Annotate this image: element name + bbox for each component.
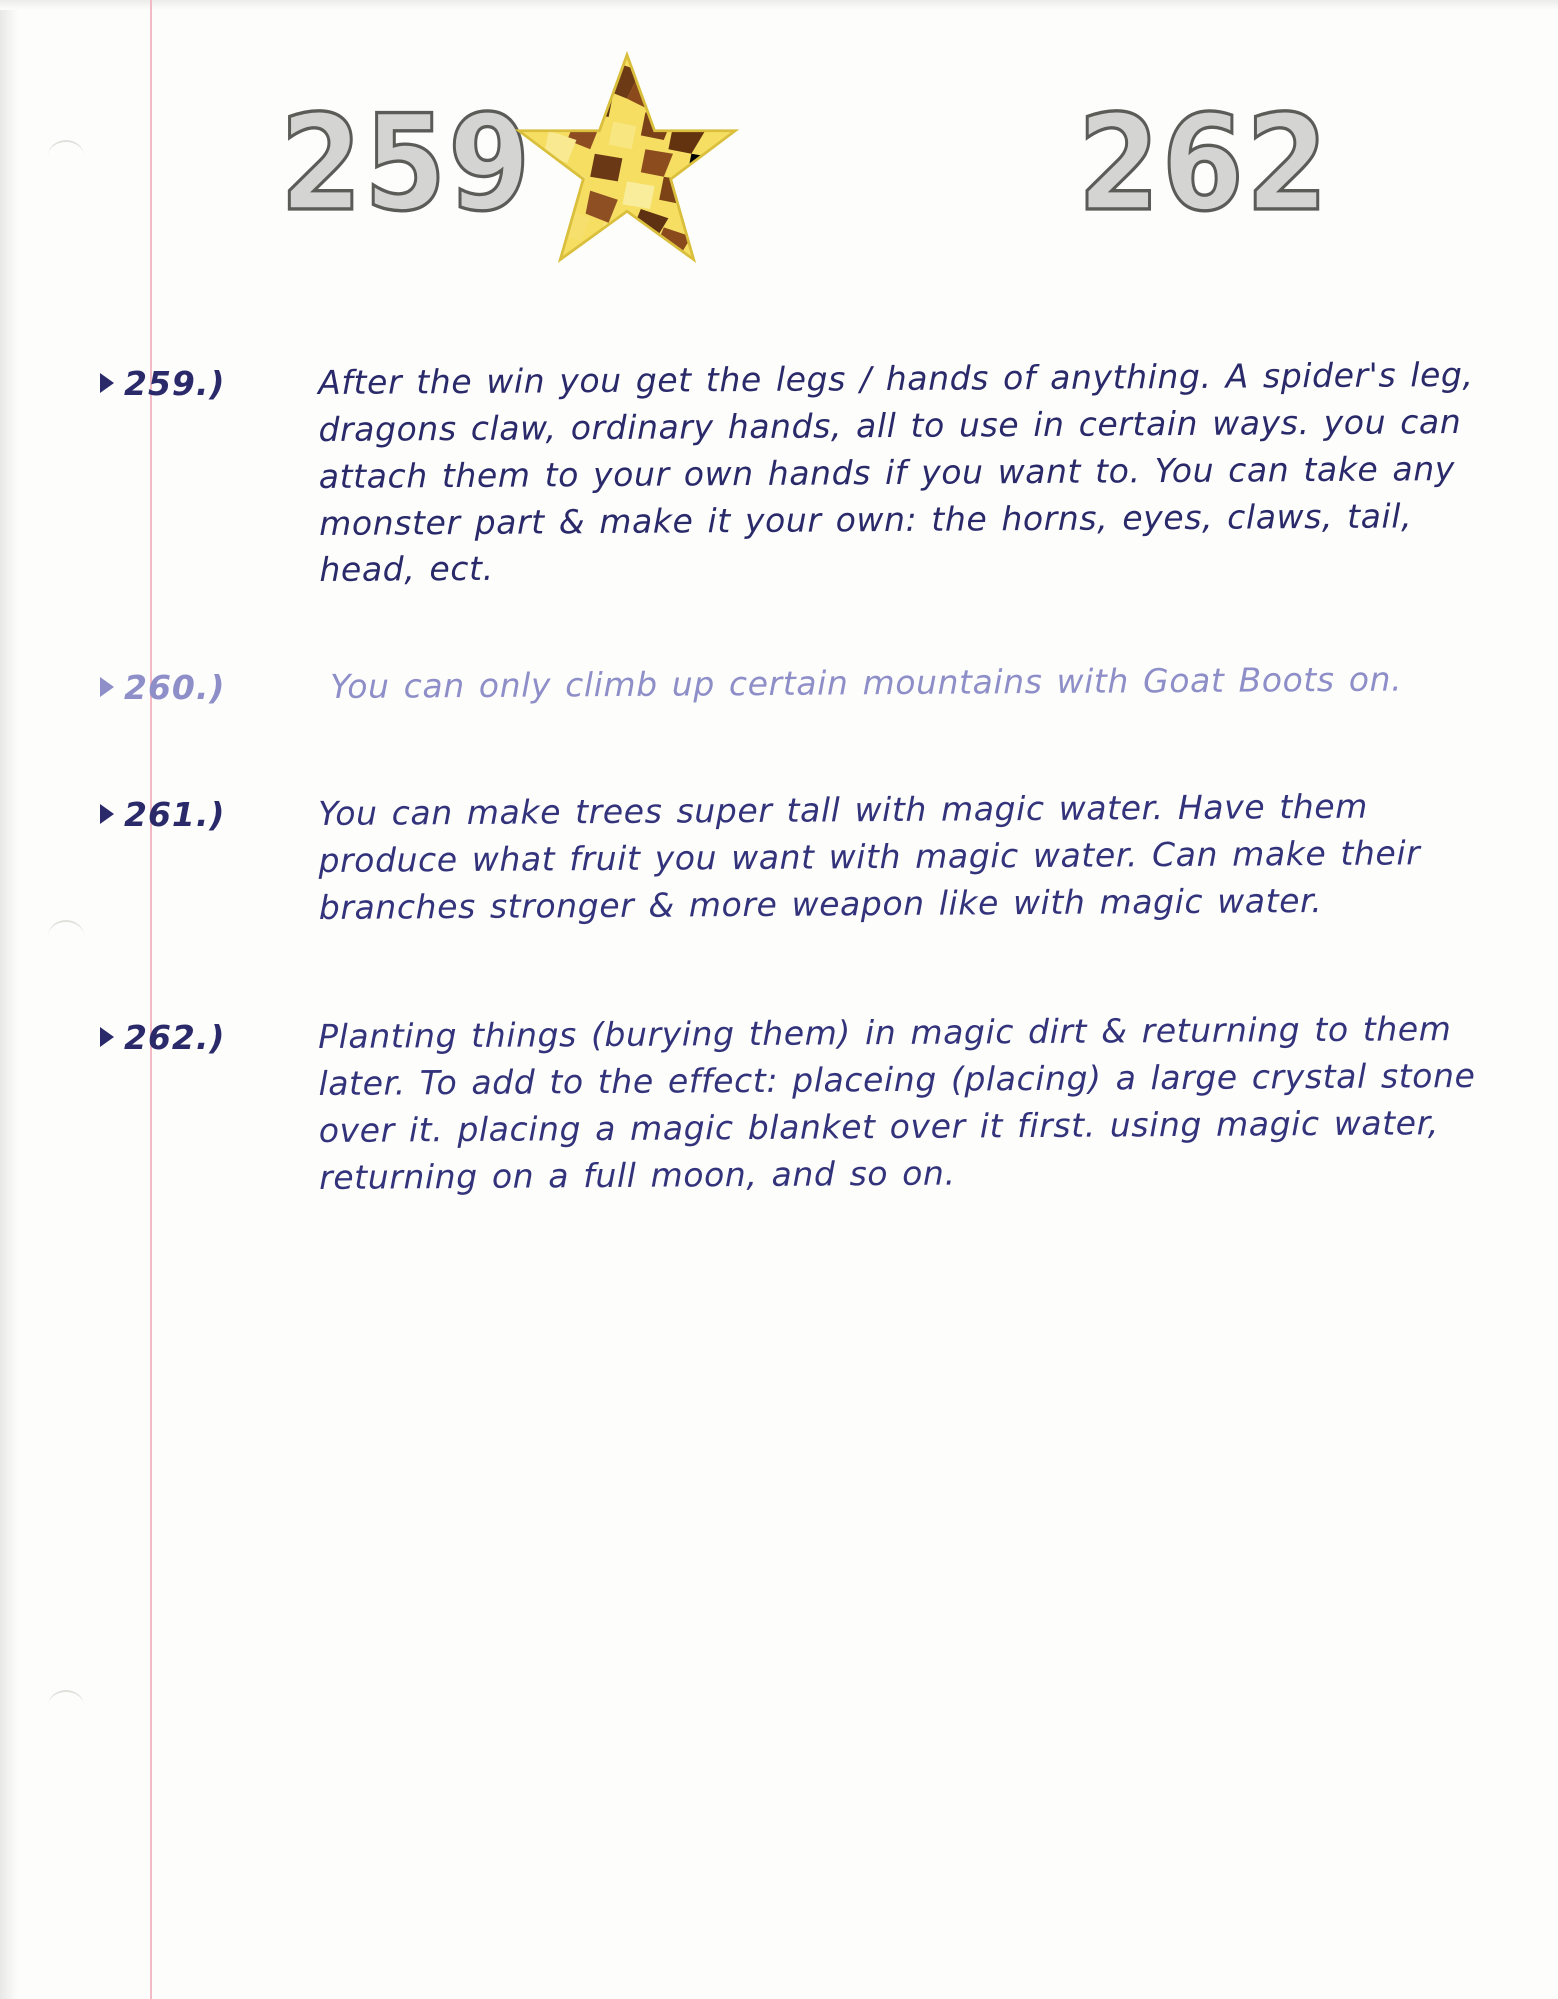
note-text-260: You can only climb up certain mountains with Goat Boots on.: [330, 659, 1403, 707]
page-edge-shadow-top: [0, 0, 1558, 10]
note-number-260: 260.): [124, 668, 226, 708]
page-header: [280, 48, 1330, 241]
note-item-259: [100, 354, 1520, 594]
notes-list: [100, 354, 1520, 1247]
note-item-261: [100, 786, 1520, 932]
note-marker-260: [100, 664, 330, 707]
triangle-bullet-icon: [100, 373, 114, 393]
note-marker-261: [100, 791, 318, 834]
triangle-bullet-icon: [100, 804, 114, 824]
paper-notch: [48, 1690, 84, 1706]
page-number-left: 259: [280, 85, 533, 241]
note-number-261: 261.): [124, 795, 226, 835]
note-marker-262: [100, 1014, 318, 1057]
paper-notch: [48, 140, 84, 156]
note-item-262: [100, 1008, 1520, 1201]
note-text-259: After the win you get the legs / hands of anything. A spider's leg, dragons claw, ordinary hands, all to use in certain ways. you can attach them to your own hands if you want to. You can take any monster part & make it your own: the horns, eyes, claws, tail, head, ect.: [318, 354, 1474, 590]
star-sticker-icon: [512, 48, 742, 278]
page-edge-shadow-left: [0, 0, 18, 1999]
note-number-259: 259.): [124, 364, 226, 403]
note-text-262: Planting things (burying them) in magic dirt & returning to them later. To add to the effect: placeing (placing) a large crystal stone over it. placing a magic blanket over it first. using magic water, returning on a full moon, and so on.: [318, 1008, 1476, 1197]
triangle-bullet-icon: [100, 677, 114, 697]
paper-notch: [48, 920, 84, 936]
note-text-261: You can make trees super tall with magic water. Have them produce what fruit you want with magic water. Can make their branches stronger & more weapon like with magic water.: [318, 786, 1421, 927]
note-marker-259: [100, 360, 318, 403]
note-item-260: [100, 659, 1520, 711]
page-number-right: 262: [1077, 85, 1330, 241]
note-number-262: 262.): [124, 1017, 226, 1057]
triangle-bullet-icon: [100, 1027, 114, 1047]
